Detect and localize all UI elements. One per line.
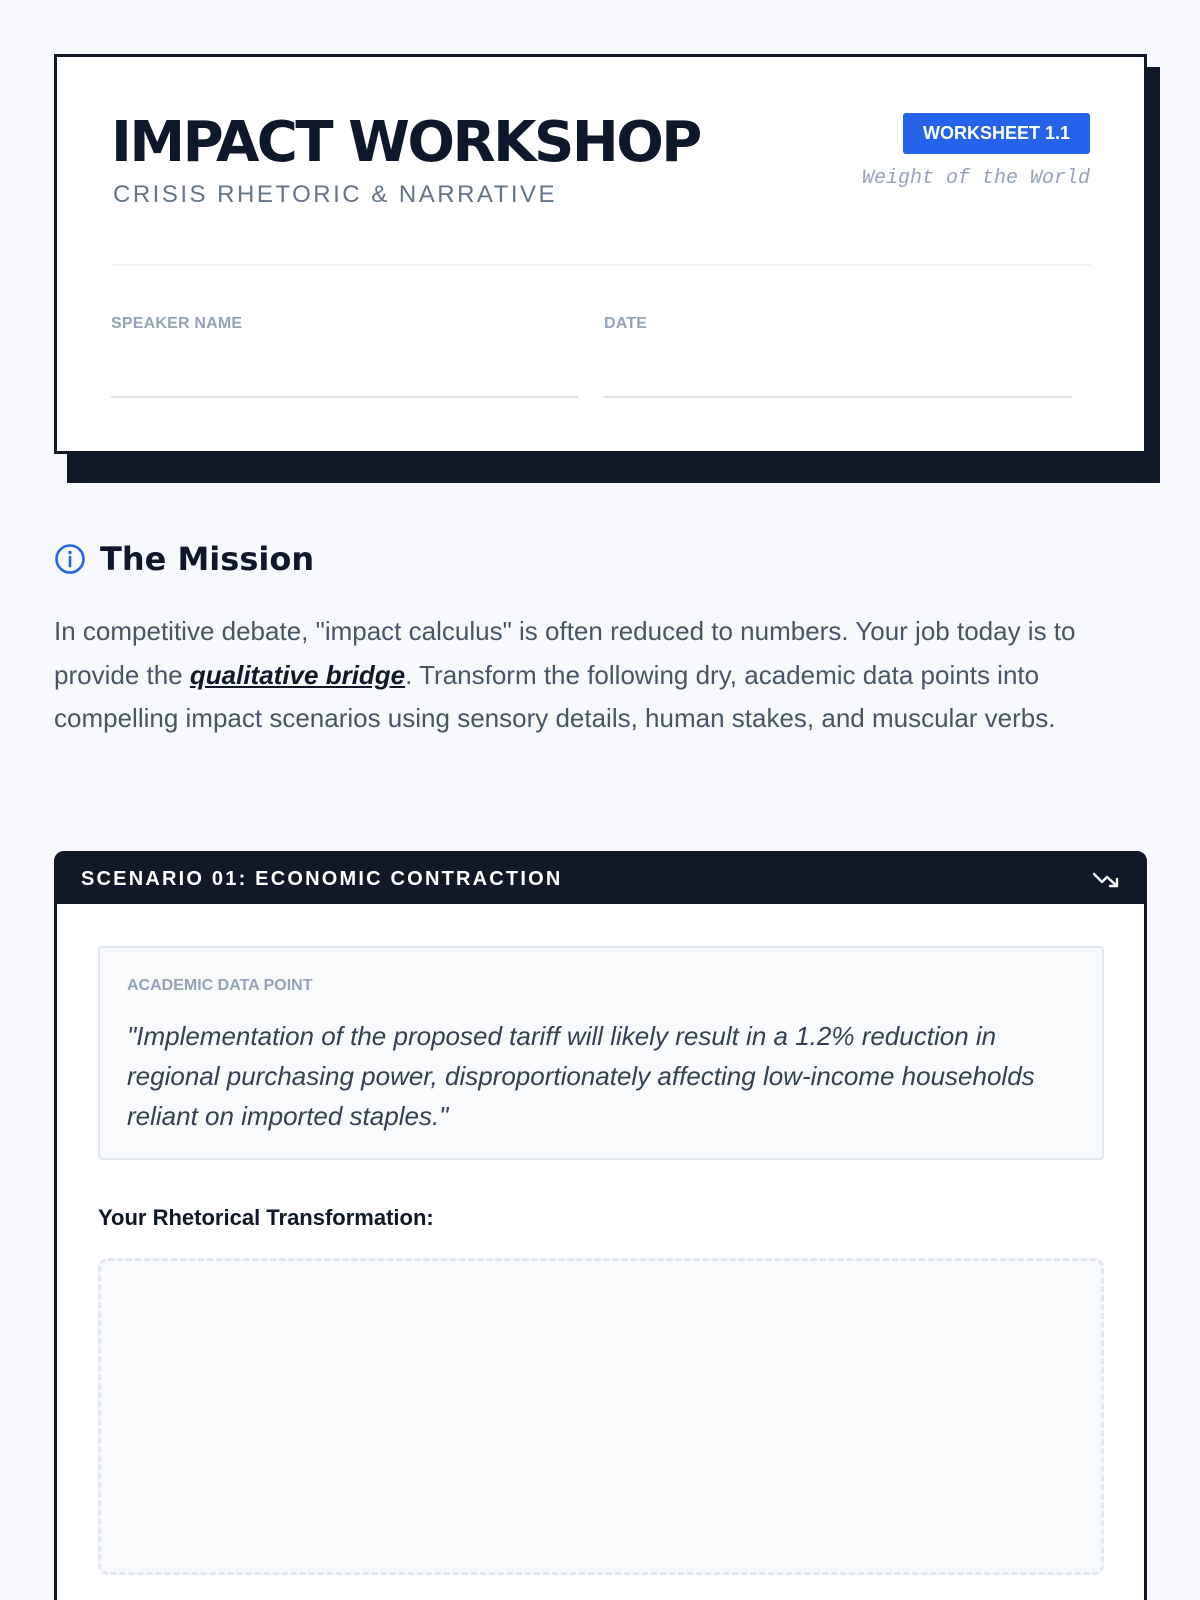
header-card bbox=[54, 54, 1147, 454]
mission-description bbox=[54, 610, 1154, 741]
page-subtitle: CRISIS RHETORIC & NARRATIVE bbox=[113, 181, 557, 208]
mission-emphasis: qualitative bridge bbox=[189, 659, 406, 690]
transformation-input-area[interactable] bbox=[98, 1258, 1104, 1575]
academic-data-quote: "Implementation of the proposed tariff will likely result in a 1.2% reduction in regional purchasing power, disproportionately affecting low-income households reliant on imported staples." bbox=[127, 1021, 1035, 1131]
transformation-label: Your Rhetorical Transformation: bbox=[98, 1205, 434, 1230]
mission-heading bbox=[54, 540, 314, 578]
speaker-name-label: SPEAKER NAME bbox=[111, 315, 243, 332]
trending-down-icon bbox=[1092, 868, 1120, 890]
date-label: DATE bbox=[604, 315, 648, 332]
scenario-title: SCENARIO 01: ECONOMIC CONTRACTION bbox=[81, 868, 563, 890]
worksheet-header bbox=[54, 54, 1147, 470]
speaker-name-field[interactable] bbox=[111, 396, 578, 398]
page-title: IMPACT WORKSHOP bbox=[111, 110, 700, 175]
date-field[interactable] bbox=[604, 396, 1072, 398]
academic-data-label: ACADEMIC DATA POINT bbox=[127, 977, 313, 994]
mission-text-after: . Transform the following dry, academic data points into compelling impact scenarios using sensory details, human stakes, and muscular verbs. bbox=[54, 659, 1056, 733]
mission-text-before: In competitive debate, "impact calculus" is often reduced to numbers. Your job today is to provide the bbox=[54, 616, 1076, 690]
worksheet-badge: WORKSHEET 1.1 bbox=[903, 113, 1090, 154]
header-divider bbox=[111, 264, 1090, 266]
info-icon bbox=[54, 543, 86, 575]
scenario-header bbox=[57, 854, 1144, 904]
scenario-card bbox=[54, 851, 1147, 1600]
academic-data-box bbox=[98, 946, 1104, 1160]
mission-title: The Mission bbox=[100, 540, 315, 578]
worksheet-tagline: Weight of the World bbox=[861, 167, 1090, 190]
